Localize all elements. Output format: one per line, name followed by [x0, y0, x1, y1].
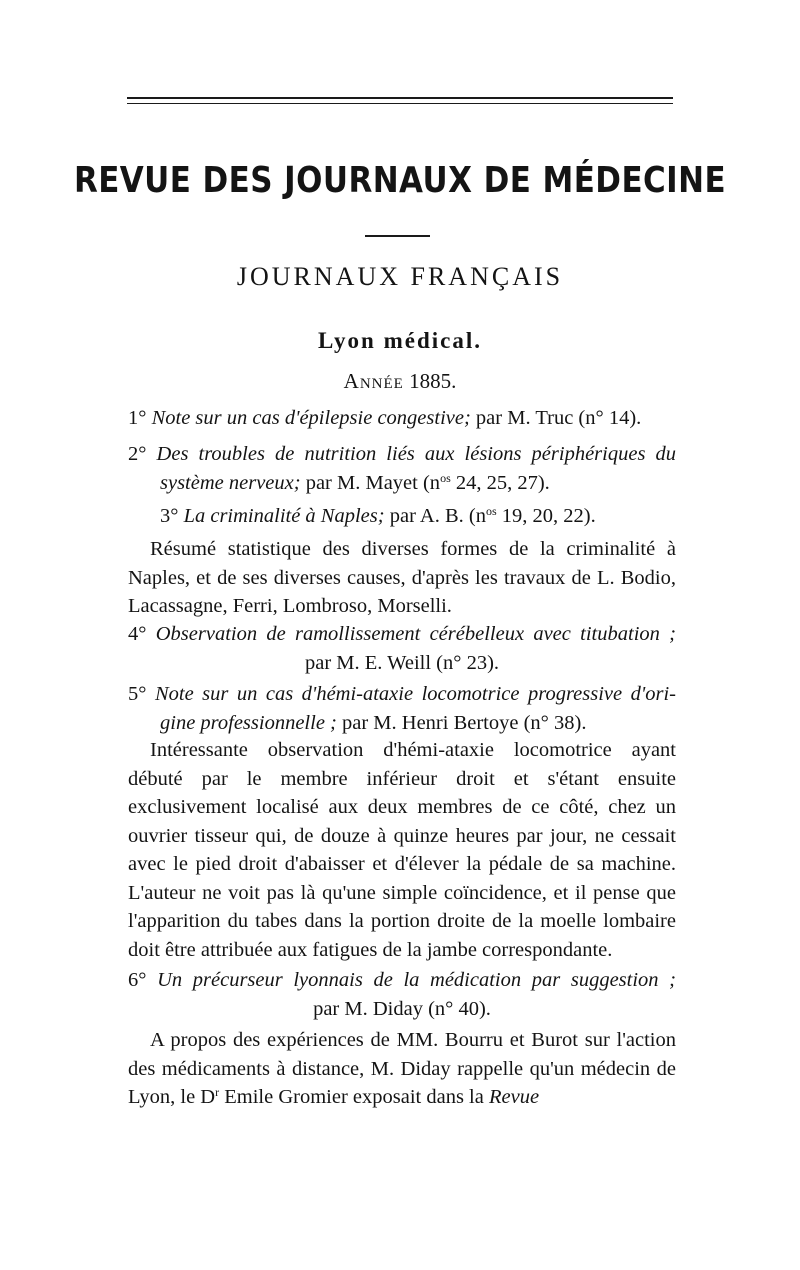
item-byline: par M. Truc (n° 14).: [475, 407, 642, 429]
item-title-line1: Note sur un cas d'hémi-ataxie locomotrice progressive d'ori-: [154, 683, 676, 705]
item-number: 4°: [128, 623, 147, 645]
year-line: [0, 369, 800, 394]
item-number: 5°: [128, 683, 147, 705]
list-item-2: [128, 440, 676, 497]
item-byline: par M. Henri Bertoye (n° 38).: [342, 711, 587, 734]
top-double-rule-lower: [127, 103, 673, 104]
summary-paragraph-5: Intéressante observation d'hémi-ataxie locomotrice ayant débuté par le membre inférieur droit et s'étant ensuite exclusivement localisé aux deux membres de ce côté, chez un ouvrier tisseur qui, de douze à quinze heures par jour, ne cessait avec le pied droit d'abaisser et d'élever la pédale de sa machine. L'auteur ne voit pas là qu'une simple coïncidence, et il pense que l'apparition du tabes dans la portion droite de la moelle lombaire doit être attribuée aux fatigues de la jambe correspondante.: [128, 739, 676, 961]
summary-paragraph-6: A propos des expériences de MM. Bourru et Burot sur l'action des médicaments à distance, M. Diday rappelle qu'un médecin de Lyon, le $D^r$ Emile Gromier exposait dans la Revue: [128, 1029, 676, 1108]
section-heading: JOURNAUX FRANÇAIS: [236, 262, 564, 291]
item-byline: par M. Diday (n° 40).: [313, 997, 491, 1020]
item-number: 2°: [128, 443, 147, 465]
list-item-3: [128, 502, 676, 531]
item-title: Observation de ramollissement cérébelleux avec titubation ;: [155, 623, 676, 645]
item-title-line2: gine professionnelle ;: [160, 711, 337, 734]
item-byline: par M. E. Weill (n° 23).: [304, 651, 500, 674]
item-title: La criminalité à Naples;: [183, 505, 385, 527]
title-divider: [365, 235, 430, 237]
year-value: 1885.: [409, 369, 457, 393]
list-item-6: [128, 966, 676, 1023]
journal-reference: Revue: [488, 1086, 540, 1108]
item-number: 1°: [128, 407, 147, 429]
item-number: 6°: [128, 969, 147, 991]
year-label: Année: [343, 369, 404, 393]
item-title-line1: Des troubles de nutrition liés aux lésions périphériques du: [156, 443, 677, 465]
item-title-line2: système nerveux;: [160, 471, 301, 494]
item-title: Un précurseur lyonnais de la médication par suggestion ;: [157, 969, 676, 991]
page-title: REVUE DES JOURNAUX DE MÉDECINE: [73, 160, 727, 201]
top-double-rule-upper: [127, 97, 673, 99]
summary-paragraph-3: Résumé statistique des diverses formes de la criminalité à Naples, et de ses diverses causes, d'après les travaux de L. Bodio, Lacassagne, Ferri, Lombroso, Morselli.: [128, 538, 676, 617]
list-item-5: [128, 680, 676, 737]
item-title: Note sur un cas d'épilepsie congestive;: [151, 407, 471, 429]
item-byline: par A. B. ($n^{os}$ 19, 20, 22).: [389, 504, 596, 527]
journal-name: Lyon médical.: [317, 328, 482, 353]
list-item-4: [128, 620, 676, 677]
list-item-1: [128, 404, 676, 433]
item-byline: par M. Mayet ($n^{os}$ 24, 25, 27).: [305, 470, 550, 494]
item-number: 3°: [160, 505, 179, 527]
